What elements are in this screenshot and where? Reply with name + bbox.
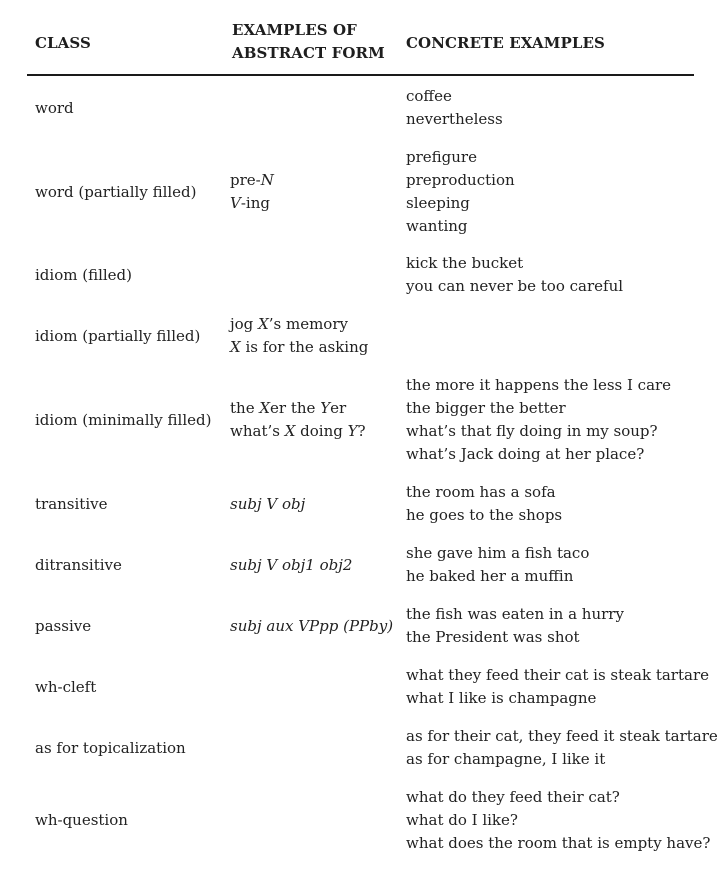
literal-text: jog: [230, 315, 259, 333]
abstract-form-line: [230, 554, 352, 577]
class-cell: word (partially filled): [35, 182, 197, 201]
abstract-form-line: [230, 420, 366, 443]
concrete-example: the President was shot: [406, 628, 580, 646]
abstract-form-line: [230, 493, 305, 516]
concrete-example: what does the room that is empty have?: [406, 833, 711, 852]
variable-slot: X: [284, 422, 296, 440]
literal-text: -ing: [240, 194, 270, 212]
literal-text: the: [230, 399, 260, 417]
concrete-example: he baked her a muffin: [406, 567, 574, 585]
concrete-examples-cell: [406, 786, 710, 855]
concrete-examples-cell: [406, 542, 589, 588]
concrete-example: what they feed their cat is steak tartare: [406, 666, 709, 684]
abstract-form-line: [230, 313, 368, 336]
literal-text: ?: [357, 422, 366, 440]
concrete-example: the bigger the better: [406, 399, 566, 417]
concrete-example: the fish was eaten in a hurry: [406, 605, 624, 623]
class-cell: transitive: [35, 494, 108, 513]
variable-slot: X: [258, 315, 269, 333]
header-abstract-line1: EXAMPLES OF: [232, 21, 357, 39]
header-rule: [27, 74, 694, 76]
abstract-form-cell: [230, 313, 368, 359]
class-cell: wh-cleft: [35, 677, 97, 696]
variable-slot: subj aux VPpp (PPby): [230, 616, 394, 635]
abstract-form-line: [230, 615, 393, 638]
concrete-examples-cell: [406, 252, 623, 298]
concrete-examples-cell: [406, 725, 718, 771]
class-cell: passive: [35, 616, 92, 635]
concrete-example: she gave him a fish taco: [406, 544, 590, 562]
literal-text: er: [330, 399, 347, 417]
concrete-example: as for their cat, they feed it steak tartare: [406, 727, 718, 745]
class-cell: idiom (minimally filled): [35, 410, 212, 429]
abstract-form-cell: [230, 615, 393, 638]
variable-slot: subj V obj: [230, 494, 306, 513]
concrete-example: you can never be too careful: [406, 277, 624, 295]
header-abstract-form: [232, 19, 385, 65]
class-cell: as for topicalization: [35, 738, 186, 757]
concrete-example: what I like is champagne: [406, 689, 597, 707]
header-concrete-examples: CONCRETE EXAMPLES: [406, 34, 605, 52]
abstract-form-cell: [230, 554, 352, 577]
concrete-example: preproduction: [406, 171, 515, 189]
variable-slot: X: [259, 399, 271, 417]
abstract-form-line: [230, 169, 274, 192]
variable-slot: V: [230, 194, 241, 212]
concrete-examples-cell: [406, 603, 624, 649]
literal-text: doing: [295, 422, 348, 440]
concrete-example: what do they feed their cat?: [406, 787, 620, 806]
class-cell: ditransitive: [35, 555, 122, 574]
concrete-examples-cell: [406, 85, 503, 131]
variable-slot: N: [260, 171, 274, 189]
literal-text: ’s memory: [268, 315, 348, 333]
concrete-example: kick the bucket: [406, 254, 524, 272]
concrete-example: the more it happens the less I care: [406, 376, 672, 394]
concrete-example: what do I like?: [406, 810, 518, 829]
header-class: CLASS: [35, 34, 91, 52]
concrete-example: what’s that fly doing in my soup?: [406, 422, 658, 440]
abstract-form-line: [230, 192, 274, 215]
variable-slot: subj V obj1 obj2: [230, 555, 353, 574]
variable-slot: X: [230, 338, 241, 356]
concrete-example: nevertheless: [406, 110, 503, 128]
concrete-examples-cell: [406, 664, 709, 710]
concrete-example: he goes to the shops: [406, 506, 563, 524]
class-cell: wh-question: [35, 810, 128, 829]
variable-slot: Y: [347, 422, 358, 440]
variable-slot: Y: [320, 399, 331, 417]
concrete-example: coffee: [406, 87, 452, 105]
concrete-examples-cell: [406, 374, 671, 466]
literal-text: is for the asking: [240, 338, 369, 356]
abstract-form-line: [230, 336, 368, 359]
concrete-examples-cell: [406, 481, 562, 527]
abstract-form-cell: [230, 169, 274, 215]
concrete-example: as for champagne, I like it: [406, 750, 606, 768]
literal-text: what’s: [230, 422, 285, 440]
class-cell: idiom (partially filled): [35, 326, 201, 345]
concrete-example: prefigure: [406, 148, 477, 166]
concrete-examples-cell: [406, 146, 515, 238]
literal-text: pre-: [230, 171, 261, 189]
concrete-example: the room has a sofa: [406, 483, 556, 501]
header-abstract-line2: ABSTRACT FORM: [232, 44, 385, 62]
concrete-example: what’s Jack doing at her place?: [406, 445, 645, 463]
abstract-form-line: [230, 397, 366, 420]
concrete-example: sleeping: [406, 194, 470, 212]
literal-text: er the: [270, 399, 321, 417]
abstract-form-cell: [230, 493, 305, 516]
abstract-form-cell: [230, 397, 366, 443]
class-cell: idiom (filled): [35, 265, 133, 284]
class-cell: word: [35, 98, 74, 117]
concrete-example: wanting: [406, 217, 468, 235]
